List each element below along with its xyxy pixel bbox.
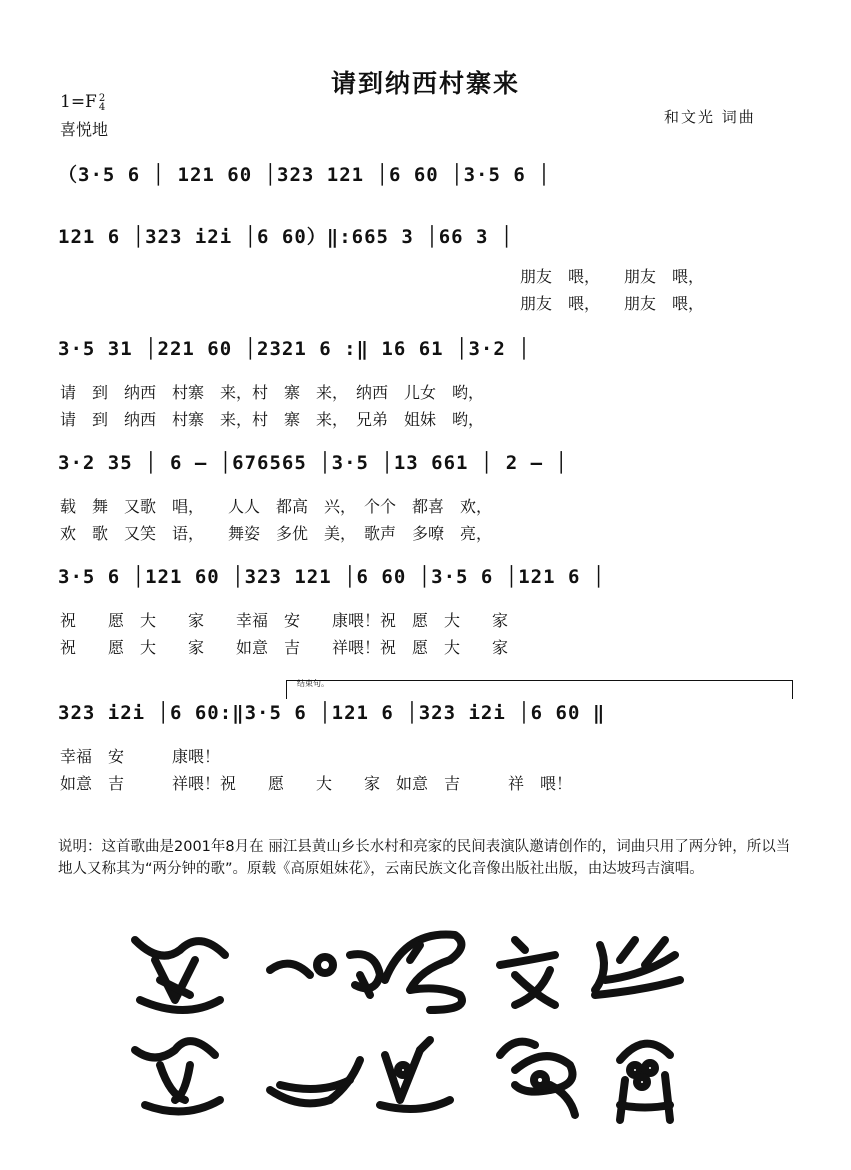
volta-bracket — [286, 680, 793, 699]
lyric-line: 载 舞 又歌 唱， 人人 都高 兴， 个个 都喜 欢， — [60, 497, 493, 516]
notation-row: 3·5 31 │221 60 │2321 6 :‖ 16 61 │3·2 │ — [58, 338, 531, 360]
pictograph-icon — [500, 1042, 575, 1115]
song-title: 请到纳西村寨来 — [330, 69, 520, 98]
volta-label: 结束句。 — [297, 679, 329, 688]
time-signature — [99, 94, 105, 112]
notation-row: （3·5 6 │ 121 60 │323 121 │6 60 │3·5 6 │ — [58, 164, 551, 186]
key-signature — [60, 92, 105, 112]
lyric-line: 祝 愿 大 家 如意 吉 祥喂！祝 愿 大 家 — [60, 638, 509, 657]
explanation-note: 说明：这首歌曲是2001年8月在 丽江县黄山乡长水村和亮家的民间表演队邀请创作的，词曲只用了两分钟，所以当地人又称其为“两分钟的歌”。原载《高原姐妹花》，云南民族文化音像出版社出版，由达坡玛吉演唱。 — [58, 839, 791, 877]
dongba-pictograph-icons — [120, 920, 810, 1150]
lyric-line: 祝 愿 大 家 幸福 安 康喂！祝 愿 大 家 — [60, 611, 509, 630]
lyric-line: 请 到 纳西 村寨 来，村 寨 来， 兄弟 姐妹 哟， — [60, 410, 485, 429]
pictograph-icon — [620, 1044, 670, 1120]
lyric-line: 欢 歌 又笑 语， 舞姿 多优 美， 歌声 多嘹 亮， — [60, 524, 493, 543]
lyric-line: 朋友 喂， 朋友 喂， — [520, 267, 705, 286]
pictograph-icon — [270, 954, 380, 995]
pictograph-icon — [595, 940, 680, 995]
time-bottom: 4 — [98, 101, 106, 113]
tempo-marking: 喜悦地 — [60, 120, 109, 139]
author-credit: 和文光 词曲 — [664, 108, 756, 126]
lyric-line: 如意 吉 祥喂！祝 愿 大 家 如意 吉 祥 喂！ — [60, 774, 573, 793]
pictograph-icon — [270, 1060, 360, 1103]
notation-row: 3·2 35 │ 6 – │676565 │3·5 │13 661 │ 2 – │ — [58, 452, 568, 474]
notation-row: 121 6 │323 i2i │6 60）‖:665 3 │66 3 │ — [58, 226, 514, 248]
lyric-line: 幸福 安 康喂！ — [60, 747, 221, 766]
time-top: 2 — [98, 92, 106, 104]
notation-row: 3·5 6 │121 60 │323 121 │6 60 │3·5 6 │121 6 │ — [58, 566, 606, 588]
lyric-line: 请 到 纳西 村寨 来，村 寨 来， 纳西 儿女 哟， — [60, 383, 485, 402]
pictograph-icon — [385, 935, 462, 1010]
pictograph-icon — [135, 940, 225, 1010]
key-label: 1=F — [60, 92, 97, 112]
pictograph-icon — [135, 1041, 220, 1111]
notation-row: 323 i2i │6 60:‖3·5 6 │121 6 │323 i2i │6 60 ‖ — [58, 702, 606, 724]
pictograph-icon — [380, 1040, 450, 1109]
lyric-line: 朋友 喂， 朋友 喂， — [520, 294, 705, 313]
pictograph-icon — [500, 940, 555, 1005]
